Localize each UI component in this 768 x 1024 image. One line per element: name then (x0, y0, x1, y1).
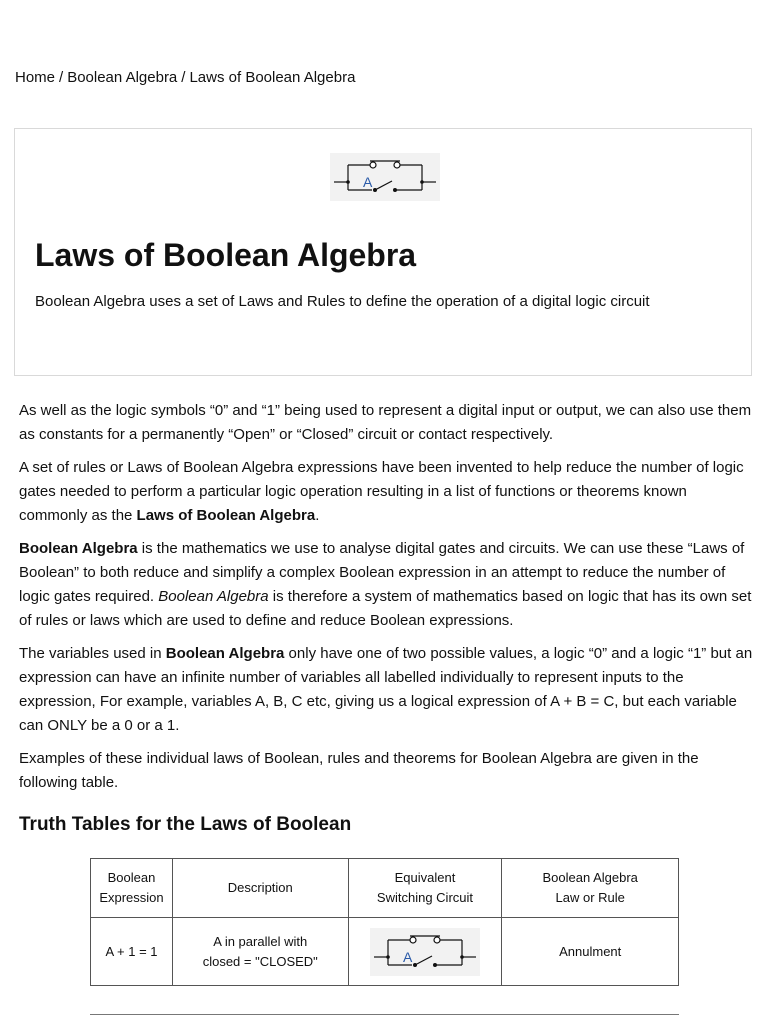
cell-description: A in parallel with closed = "CLOSED" (172, 918, 348, 986)
hero-card (14, 128, 752, 376)
italic-text: Boolean Algebra (158, 588, 269, 605)
header-switching-circuit: Equivalent Switching Circuit (348, 859, 502, 918)
cell-expression: A + 1 = 1 (91, 918, 173, 986)
cell-law: Annulment (502, 918, 679, 986)
cell-circuit (348, 918, 502, 986)
header-description: Description (172, 859, 348, 918)
paragraph (19, 642, 754, 738)
breadcrumb (15, 69, 355, 86)
bold-text: Boolean Algebra (19, 540, 138, 557)
breadcrumb-current-page: Laws of Boolean Algebra (189, 69, 356, 86)
text-run: is the mathematics we use to analyse digital gates and circuits. We can use these “Laws of Boolean” to both reduce and simplify a complex Boolean expression in an attempt to reduce the number of logic gates required. (19, 540, 745, 605)
paragraph: As well as the logic symbols “0” and “1” being used to represent a digital input or output, we can also use them as constants for a permanently “Open” or “Closed” circuit or contact respectively. (19, 402, 752, 443)
switch-circuit-image (370, 928, 480, 976)
circuit-label: A (363, 174, 373, 190)
table-row (91, 918, 679, 986)
bold-text: Boolean Algebra (165, 645, 285, 662)
bold-text: Laws of Boolean Algebra (136, 507, 316, 524)
table-header-row (91, 859, 679, 918)
section-heading-text: Truth Tables for the Laws of Boolean (19, 814, 352, 835)
laws-table (90, 858, 679, 986)
paragraph: Examples of these individual laws of Boolean, rules and theorems for Boolean Algebra are given in the following table. (19, 750, 699, 791)
breadcrumb-boolean-algebra-link[interactable]: Boolean Algebra (67, 69, 178, 86)
breadcrumb-home-link[interactable]: Home (15, 69, 56, 86)
paragraph (19, 537, 754, 633)
breadcrumb-separator: / (59, 69, 64, 86)
circuit-label: A (402, 948, 413, 965)
header-boolean-expression: Boolean Expression (91, 859, 173, 918)
text-run: only have one of two possible values, a logic “0” and a logic “1” but an expression can have an infinite number of variables all labelled individually to represent inputs to the expression, For example, variables A, B, C etc, giving us a logical expression of A + B = C, but each variable can ONLY be a 0 or a 1. (19, 645, 753, 734)
article-body (19, 399, 754, 851)
header-law-or-rule: Boolean Algebra Law or Rule (502, 859, 679, 918)
paragraph (19, 456, 754, 528)
text-run: . (315, 507, 320, 524)
section-heading (19, 813, 754, 837)
switch-circuit-image (330, 153, 440, 201)
divider (90, 1014, 679, 1015)
text-run: A set of rules or Laws of Boolean Algebra expressions have been invented to help reduce the number of logic gates needed to perform a particular logic operation resulting in a list of functions or theorems known commonly as the (19, 459, 744, 524)
page-subtitle: Boolean Algebra uses a set of Laws and Rules to define the operation of a digital logic circuit (35, 293, 650, 310)
text-run: is therefore a system of mathematics based on logic that has its own set of rules or laws which are used to define and reduce Boolean expressions. (19, 588, 752, 629)
page-title: Laws of Boolean Algebra (35, 237, 417, 273)
text-run: The variables used in (19, 645, 166, 662)
breadcrumb-separator: / (181, 69, 186, 86)
